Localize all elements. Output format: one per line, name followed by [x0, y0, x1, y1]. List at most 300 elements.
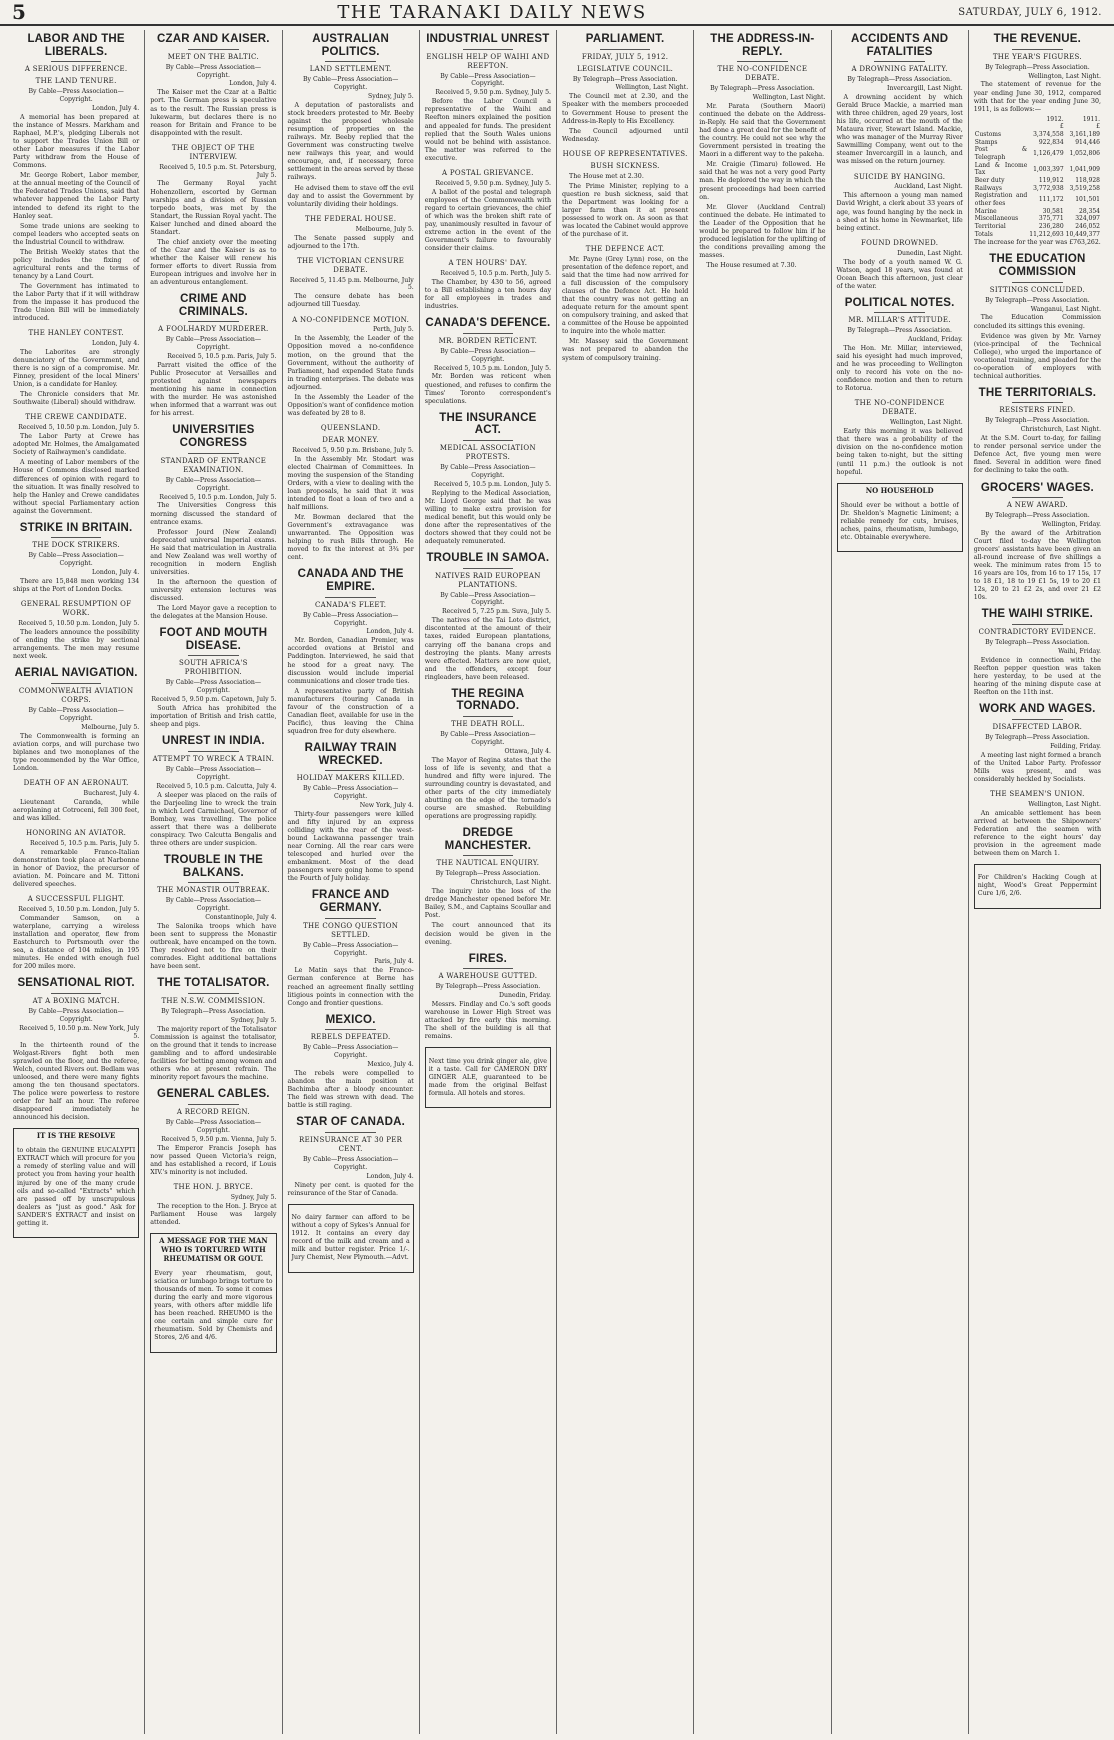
article-dateline: Dunedin, Friday. — [499, 992, 551, 1000]
article — [13, 829, 139, 889]
article-subheading: CONTRADICTORY EVIDENCE. — [978, 628, 1097, 637]
article-subheading: THE DOCK STRIKERS. — [32, 541, 120, 550]
article-heading: THE TOTALISATOR. — [157, 977, 270, 990]
article-paragraph: The Emperor Francis Joseph has now passed Queen Victoria's reign, and has established a record, if Louis XIV.'s minority is not included. — [150, 1144, 277, 1176]
columns — [8, 30, 1106, 1734]
revenue-cell: Marine — [974, 207, 997, 215]
article-subheading: A NEW AWARD. — [1006, 501, 1068, 510]
article-paragraph: The House met at 2.30. — [569, 172, 644, 180]
article — [974, 790, 1101, 858]
article-dateline: Constantinople, July 4. — [205, 914, 277, 922]
article-heading: THE INSURANCE ACT. — [439, 411, 537, 437]
article-dateline: London, July 4. — [229, 80, 277, 88]
article-dateline: Dunedin, Last Night. — [897, 249, 963, 257]
article-paragraph: Professor Jourd (New Zealand) deprecated universal Imperial exams. He said that matriculation in Australia and New Zealand was well worthy of recognition in modern English universities. — [150, 528, 277, 576]
article-subheading: DEATH OF AN AERONAUT. — [23, 778, 129, 787]
article — [288, 1116, 414, 1197]
article-subheading: THE CONGO QUESTION SETTLED. — [303, 921, 399, 939]
article-byline: By Cable—Press Association—Copyright. — [302, 611, 399, 627]
article-subheading: A SERIOUS DIFFERENCE. — [24, 65, 128, 74]
revenue-cell: Post & Telegraph — [974, 146, 1028, 162]
article-byline: By Cable—Press Association—Copyright. — [440, 463, 536, 479]
article-heading: POLITICAL NOTES. — [844, 296, 955, 309]
article-paragraph: An amicable settlement has been arrived at between the Shipowners' Federation and the seamen with reference to the eight hours' day provision in the agreement made between them on March 1. — [973, 809, 1101, 857]
article-paragraph: The Prime Minister, replying to a question re bush sickness, said that the Department was looking for a larger farm than it at present possessed to work on. As soon as that was located the Cabinet would approve of the purchase of it. — [562, 182, 689, 238]
article — [425, 317, 551, 406]
revenue-cell: 922,834 — [1038, 138, 1064, 146]
article-dateline: Received 5, 10.5 p.m. Paris, July 5. — [29, 839, 140, 847]
article-heading: ACCIDENTS AND FATALITIES — [850, 33, 949, 58]
article — [974, 482, 1101, 603]
article — [13, 779, 139, 823]
article-byline: By Cable—Press Association—Copyright. — [165, 897, 262, 913]
article-byline: By Cable—Press Association—Copyright. — [165, 1118, 262, 1134]
article-paragraph: South Africa has prohibited the importation of British and Irish cattle, sheep and pigs. — [150, 705, 277, 729]
article-paragraph: The Salonika troops which have been sent to suppress the Monastir outbreak, have encamped on the town. They resolved not to fire on their comrades. Eight additional battalions have been sent. — [150, 923, 277, 971]
article-paragraph: The body of a youth named W. G. Watson, aged 18 years, was found at Ocean Beach this afternoon, just clear of the water. — [836, 258, 963, 290]
article — [13, 413, 139, 515]
article-paragraph: Evidence was given by Mr. Varney (vice-principal of the Technical College), who urged the importance of vocational training, and pleaded for the co-operation of employers with technical authorities. — [973, 332, 1101, 380]
revenue-unit: £ — [1059, 123, 1064, 131]
ad-text: Should ever be without a bottle of Dr. Sheldon's Magnetic Liniment; a reliable remedy for cuts, bruises, aches, pains, rheumatism, lumbago, etc. Obtainable everywhere. — [840, 501, 959, 542]
article-dateline: Invercargill, Last Night. — [887, 85, 963, 93]
article-paragraph: The Chamber, by 430 to 56, agreed to a Bill establishing a ten hours day for all employees in trades and industries. — [424, 278, 551, 311]
article — [974, 253, 1101, 380]
article-dateline: Received 5, 10.5 p.m. London, July 5. — [433, 364, 551, 372]
article-paragraph: Replying to the Medical Association, Mr. Lloyd George said that he was willing to make extra provision for medical benefit, but this would only be done after the representatives of the doctors showed that they could not be adequately remunerated. — [424, 489, 551, 545]
article — [288, 257, 414, 310]
article-body — [288, 235, 414, 251]
article-dateline: London, July 4. — [92, 105, 140, 113]
ad-text: For Children's Hacking Cough at night, Wood's Great Peppermint Cure 1/6, 2/6. — [977, 874, 1097, 898]
article-paragraph: The reception to the Hon. J. Bryce at Parliament House was largely attended. — [150, 1202, 277, 1226]
article-dateline: New York, July 4. — [359, 802, 414, 810]
article — [837, 399, 963, 476]
article-dateline: Received 5, 11.45 p.m. Melbourne, July 5. — [289, 276, 414, 292]
article — [13, 329, 139, 407]
article — [150, 144, 276, 287]
article — [288, 742, 414, 883]
ad-text: to obtain the GENUINE EUCALYPTI EXTRACT which will procure for you a remedy of sterling value and will protect you from having your health injured by one of the many crude oils and so-called "Extracts" which are passed off by unscrupulous dealers as "just as good." Ask for SANDER'S EXTRACT and insist on getting it. — [17, 1147, 136, 1227]
heading-rule — [463, 568, 514, 569]
article-paragraph: Mr. Bowman declared that the Government's extravagance was unwarranted. The Opposition was helping to rush Bills through. He moved to fix the interest at 3¾ per cent. — [287, 514, 414, 562]
article — [837, 239, 963, 291]
article-byline: By Telegraph—Press Association. — [847, 76, 952, 84]
article-paragraph: A deputation of pastoralists and stock breeders protested to Mr. Beeby against the proposed wholesale resumption of properties on the railways. Mr. Beeby replied that the Government was constructing twelve new railways this year, and would encourage, and, if necessary, force settlement in the areas served by these railways. — [287, 102, 414, 182]
heading-rule — [325, 770, 376, 771]
heading-rule — [1012, 497, 1063, 498]
article — [13, 667, 139, 773]
article — [562, 150, 688, 239]
heading-rule — [188, 321, 239, 322]
article — [288, 215, 414, 251]
article-body — [288, 456, 414, 563]
heading-rule — [188, 1104, 239, 1105]
article-subheading: MEET ON THE BALTIC. — [167, 52, 259, 61]
revenue-header: 1912. — [1046, 115, 1064, 123]
revenue-row — [974, 146, 1101, 161]
article-body — [288, 293, 414, 309]
article-byline: By Telegraph—Press Association. — [985, 733, 1090, 741]
heading-rule — [51, 993, 102, 994]
article-paragraph: Evidence in connection with the Reefton pepper question was taken here yesterday, to be used at the hearing of the mining dispute case at Reefton on the 11th inst. — [973, 656, 1101, 697]
article-byline: By Telegraph—Press Association. — [985, 639, 1090, 647]
article — [699, 33, 825, 270]
article-dateline: Received 5, 9.50 p.m. Sydney, July 5. — [435, 89, 551, 97]
article-body — [425, 279, 551, 311]
article-paragraph: The Laborites are strongly denunciatory of the Government, and there is no sign of a compromise. Mr. Finney, president of the local Miners' Union, is a candidate for Hanley. — [13, 349, 140, 389]
heading-rule — [1012, 49, 1063, 50]
article-heading: TROUBLE IN SAMOA. — [426, 552, 550, 564]
article-dateline: Received 5, 9.50 p.m. Capetown, July 5. — [151, 696, 277, 704]
revenue-unit — [974, 123, 1029, 131]
article-body — [288, 637, 414, 736]
article-subheading: HOUSE OF REPRESENTATIVES. — [562, 149, 688, 158]
article-subheading: SITTINGS CONCLUDED. — [989, 285, 1086, 294]
article-heading: WORK AND WAGES. — [979, 703, 1096, 716]
article-body — [13, 433, 139, 515]
article-dateline: London, July 4. — [366, 1172, 414, 1180]
article-paragraph: The Mayor of Regina states that the loss of life is seventy, and that a hundred and fifty were injured. The surrounding country is devastated, and other parts of the city immediately abutting on the edge of the tornado's course are smashed. Rebuilding operations are progressing rapidly. — [424, 756, 551, 821]
article-byline: By Cable—Press Association—Copyright. — [28, 88, 124, 104]
article — [288, 33, 414, 209]
revenue-cell: Stamps — [974, 138, 998, 146]
article-paragraph: Mr. Glover (Auckland Central) continued the debate. He intimated to the Leader of the Opposition that he would be prepared to follow him if he produced legislation for the uplifting of the conditions prevailing among the masses. — [699, 203, 826, 259]
revenue-row — [974, 139, 1101, 147]
article-dateline: Received 5, 10.5 p.m. Paris, July 5. — [167, 353, 277, 361]
revenue-cell: 236,280 — [1038, 223, 1064, 231]
article — [150, 977, 276, 1082]
article-dateline: London, July 4. — [366, 628, 414, 636]
heading-rule — [188, 655, 239, 656]
article-heading: THE REGINA TORNADO. — [451, 687, 525, 713]
revenue-cell: 30,581 — [1042, 207, 1064, 215]
article-paragraph: A remarkable Franco-Italian demonstration took place at Narbonne in honor of Davioz, the precursor of aviation. M. Poincare and M. Tittoni delivered speeches. — [13, 848, 140, 888]
advertisement — [974, 864, 1101, 909]
article — [13, 600, 139, 661]
heading-rule — [188, 453, 239, 454]
article-body — [837, 259, 963, 291]
article-body — [288, 335, 414, 417]
article-subheading: THE YEAR'S FIGURES. — [992, 52, 1082, 61]
heading-rule — [1012, 624, 1063, 625]
article-byline: By Telegraph—Press Association. — [710, 85, 815, 93]
revenue-cell: Territorial — [974, 223, 1006, 231]
article-subheading: THE DEFENCE ACT. — [585, 244, 665, 253]
advertisement — [837, 483, 963, 553]
article-heading: THE WAIHI STRIKE. — [981, 608, 1094, 621]
article-subheading: THE FEDERAL HOUSE. — [304, 214, 397, 223]
article-dateline: Auckland, Friday. — [908, 336, 963, 344]
article-byline: By Telegraph—Press Association. — [572, 75, 678, 83]
article — [837, 33, 963, 167]
revenue-cell: Totals — [974, 230, 993, 238]
revenue-cell: Railways — [974, 184, 1003, 192]
revenue-header — [974, 116, 1029, 124]
heading-rule — [188, 993, 239, 994]
article-subheading: LEGISLATIVE COUNCIL. — [577, 64, 674, 73]
article-paragraph: In the afternoon the question of university extension lectures was discussed. — [150, 578, 277, 602]
article-dateline: Waihi, Friday. — [1058, 647, 1101, 655]
article-dateline: Bucharest, July 4. — [83, 789, 140, 797]
article-paragraph: A representative party of British manufacturers (touring Canada in favour of the construction of a Canadian fleet, available for use in the Pacific), thus leaving the China squadron free for duty elsewhere. — [287, 687, 414, 735]
article-subheading: THE MONASTIR OUTBREAK. — [156, 886, 270, 895]
article-dateline: Sydney, July 5. — [230, 1193, 277, 1201]
article-dateline: Mexico, July 4. — [367, 1061, 414, 1069]
article-byline: By Cable—Press Association—Copyright. — [165, 63, 262, 79]
revenue-cell: Customs — [974, 131, 1002, 138]
article-paragraph: The chief anxiety over the meeting of the Czar and the Kaiser is as to whether the Kaiser will renew his former efforts to divert Russia from European intrigues and involve her in an adventurous entanglement. — [150, 238, 277, 287]
article-dateline: Received 5, 10.5 p.m. London, July 5. — [159, 493, 277, 501]
article — [425, 953, 551, 1042]
article-subheading: NATIVES RAID EUROPEAN PLANTATIONS. — [435, 571, 541, 589]
article-dateline: Received 5, 10.5 p.m. London, July 5. — [433, 480, 551, 488]
article-subheading: CANADA'S FLEET. — [314, 600, 387, 609]
article-body — [974, 530, 1101, 602]
article-byline: By Telegraph—Press Association. — [435, 870, 541, 878]
article — [150, 854, 276, 971]
issue-date: SATURDAY, JULY 6, 1912. — [958, 6, 1102, 18]
article — [150, 33, 276, 138]
article-paragraph: The Lord Mayor gave a reception to the delegates at the Mansion House. — [150, 605, 277, 621]
article-subheading: STANDARD OF ENTRANCE EXAMINATION. — [160, 456, 267, 474]
article-subheading: DISAFFECTED LABOR. — [992, 722, 1083, 731]
advertisement — [425, 1047, 551, 1108]
article-heading: FRANCE AND GERMANY. — [311, 889, 390, 915]
revenue-row — [974, 223, 1101, 231]
ad-text: No dairy farmer can afford to be without a copy of Sykes's Annual for 1912. It contains an every day record of the milk and cream and a milk and butter register. Price 1/-. Jury Chemist, New Plymouth.—Advt. — [291, 1214, 410, 1262]
heading-rule — [874, 312, 925, 313]
article-subheading: A TEN HOURS' DAY. — [448, 259, 528, 267]
article-dateline: Melbourne, July 5. — [81, 723, 140, 731]
article-heading: STRIKE IN BRITAIN. — [19, 521, 133, 534]
article-dateline: Wellington, Last Night. — [752, 94, 826, 102]
article-paragraph: Le Matin says that the Franco-German conference at Berne has reached an agreement finally settling litigious points in connection with the Congo and frontier questions. — [287, 967, 414, 1007]
article-paragraph: A ballot of the postal and telegraph employees of the Commonwealth with regard to certain grievances, the chief of which was the broken shift rate of pay, unanimously resulted in favour of extreme action in the event of the Government's failure to favourably consider their claims. — [424, 188, 551, 252]
article-paragraph: The Hon. Mr. Millar, interviewed, said his eyesight had much improved, and he was proceeding to Wellington only to record his vote on the no-confidence motion and then to return to Rotorua. — [836, 345, 963, 393]
article-heading: AUSTRALIAN POLITICS. — [312, 33, 389, 58]
article-body — [13, 578, 139, 594]
article-paragraph: In the Assembly, the Leader of the Opposition moved a no-confidence motion, on the ground that the Government, without the authority of Parliament, had expended State funds in trading enterprises. The debate was adjourned. — [287, 335, 414, 391]
heading-rule — [325, 61, 376, 62]
newspaper-title: THE TARANAKI DAILY NEWS — [337, 1, 647, 23]
article-paragraph: Mr. George Robert, Labor member, at the annual meeting of the Council of the Federated Trades Unions, said that whatever happened the Labor Party intended to defend its right to the Hanley seat. — [13, 172, 140, 220]
article-byline: By Cable—Press Association—Copyright. — [440, 591, 536, 607]
article-subheading: A RECORD REIGN. — [176, 1107, 250, 1116]
article-body — [150, 1203, 276, 1227]
article-body — [974, 314, 1101, 380]
article-paragraph: The Chronicle considers that Mr. Southwaite (Liberal) should withdraw. — [13, 391, 140, 407]
heading-rule — [188, 882, 239, 883]
article-paragraph: Mr. Borden was reticent when questioned, and refuses to confirm the Times' Toronto correspondent's speculations. — [424, 373, 551, 405]
revenue-cell: 1,126,479 — [1033, 150, 1064, 158]
article-subheading: COMMONWEALTH AVIATION CORPS. — [18, 686, 134, 704]
heading-rule — [325, 918, 376, 919]
article-subheading: THE OBJECT OF THE INTERVIEW. — [171, 143, 255, 161]
article-paragraph: The Senate passed supply and adjourned to the 17th. — [287, 234, 414, 250]
heading-rule — [463, 855, 514, 856]
ad-title: A MESSAGE FOR THE MAN WHO IS TORTURED WITH RHEUMATISM OR GOUT. — [159, 1235, 268, 1263]
article-subheading: THE NO-CONFIDENCE DEBATE. — [717, 65, 808, 83]
ad-title: NO HOUSEHOLD — [865, 485, 934, 495]
article-subheading: AT A BOXING MATCH. — [32, 996, 120, 1005]
article-dateline: Feilding, Friday. — [1050, 742, 1101, 750]
heading-rule — [325, 1029, 376, 1030]
heading-rule — [600, 49, 651, 50]
ad-title: IT IS THE RESOLVE — [36, 1131, 116, 1141]
heading-rule — [463, 968, 514, 969]
article-dateline: Christchurch, Last Night. — [470, 879, 551, 887]
heading-rule — [1012, 719, 1063, 720]
article — [288, 424, 414, 562]
article-paragraph: The leaders announce the possibility of ending the strike by sectional arrangements. The men may resume next week. — [13, 629, 140, 661]
revenue-cell: 3,772,938 — [1033, 184, 1064, 192]
article-dateline: Received 5, 9.50 p.m. Sydney, July 5. — [435, 179, 551, 187]
article-subheading: FRIDAY, JULY 5, 1912. — [581, 52, 669, 61]
article-body — [150, 502, 276, 621]
article-body — [562, 256, 688, 363]
article — [425, 169, 551, 253]
revenue-cell: 118,928 — [1075, 177, 1100, 185]
article-body — [974, 81, 1101, 113]
revenue-cell: 3,519,258 — [1069, 184, 1100, 192]
article — [150, 627, 276, 729]
article-paragraph: Mr. Parata (Southern Maori) continued the debate on the Address-in-Reply. He said that the Government had done a great deal for the benefit of the country. He could not see why the Government persisted in treating the Maori in a different way to the pakeha. — [699, 103, 826, 159]
article-subheading: HONORING AN AVIATOR. — [26, 828, 127, 837]
article-body — [974, 657, 1101, 697]
revenue-cell: 3,161,189 — [1069, 131, 1100, 138]
article-subheading: THE CREWE CANDIDATE. — [25, 413, 127, 422]
article-paragraph: The rebels were compelled to abandon the main position at Bachimba after a bloody encounter. The field was strewn with dead. The battle is still raging. — [287, 1070, 414, 1110]
article-subheading: SOUTH AFRICA'S PROHIBITION. — [179, 659, 248, 677]
article-dateline: Sydney, July 5. — [230, 1016, 277, 1024]
column-8 — [969, 30, 1106, 1734]
article — [288, 1014, 414, 1111]
article — [837, 297, 963, 394]
article-dateline: Wellington, Friday. — [1041, 521, 1101, 529]
article — [425, 33, 551, 163]
article-heading: CANADA'S DEFENCE. — [425, 317, 551, 330]
article-body — [288, 967, 414, 1007]
article-dateline: Wellington, Last Night. — [890, 419, 963, 427]
article-subheading: THE HON. J. BRYCE. — [173, 1182, 254, 1191]
article — [425, 259, 551, 311]
article-paragraph: Commander Samson, on a waterplane, carrying a wireless installation and operator, flew from Eastchurch to Portsmouth over the sea, a distance of 104 miles, in 195 minutes. He ended with enough fuel for 200 miles more. — [13, 914, 140, 971]
heading-rule — [325, 597, 376, 598]
article-body — [150, 180, 276, 287]
article — [562, 33, 688, 144]
revenue-cell: 1,041,909 — [1069, 165, 1100, 173]
revenue-cell: Registration and other fees — [974, 192, 1028, 208]
article-heading: THE REVENUE. — [993, 33, 1082, 45]
revenue-row — [974, 162, 1101, 177]
article-paragraph: The Council adjourned until Wednesday. — [562, 127, 689, 143]
advertisement — [288, 1204, 414, 1273]
article-subheading: QUEENSLAND. — [320, 423, 381, 432]
revenue-cell: 324,097 — [1075, 215, 1100, 223]
article-paragraph: Mr. Borden, Canadian Premier, was accorded ovations at Bristol and Paddington. Interviewed, he said that he stood for a great navy. The discussion would include imperial communications and closer trade ties. — [287, 637, 414, 685]
article — [974, 387, 1101, 476]
revenue-cell: 3,374,558 — [1033, 131, 1064, 138]
revenue-table — [974, 116, 1101, 239]
ad-text: Next time you drink ginger ale, give it a taste. Call for CAMERON DRY GINGER ALE, guaranteed to be made from the original Belfast formula. All hotels and stores. — [428, 1057, 547, 1097]
article-body — [150, 89, 276, 137]
revenue-cell: Miscellaneous — [974, 215, 1019, 223]
article-dateline: Received 5, 10.50 p.m. London, July 5. — [18, 424, 140, 432]
article-paragraph: The statement of revenue for the year ending June 30, 1912, compared with that for the year ending June 30, 1911, is as follows:— — [973, 81, 1101, 113]
article-paragraph: The Government has intimated to the Labor Party that if it will withdraw from the impasse it has produced the Trade Union Bill will be immediately introduced. — [13, 282, 140, 323]
article-paragraph: In the Assembly the Leader of the Opposition's want of confidence motion was defeated by 28 to 8. — [287, 393, 414, 417]
article-paragraph: In the Assembly Mr. Stodart was elected Chairman of Committees. In moving the suspension of the Standing Orders, with a view to dealing with the loan proposals, he said that it was intended to float a loan of two and a half millions. — [287, 455, 414, 511]
article-body — [425, 490, 551, 546]
article — [562, 245, 688, 363]
article-body — [562, 173, 688, 239]
revenue-note: The increase for the year was £763,262. — [974, 239, 1101, 247]
article-dateline: Perth, July 5. — [373, 326, 414, 334]
article-dateline: Received 5, 9.50 p.m. Brisbane, July 5. — [292, 446, 414, 454]
article-dateline: Received 5, 10.5 p.m. St. Petersburg, July 5. — [159, 163, 277, 179]
article-body — [150, 1026, 276, 1082]
article-heading: TROUBLE IN THE BALKANS. — [163, 853, 264, 879]
article-paragraph: Early this morning it was believed that there was a probability of the division on the no-confidence motion being taken to-night, but the sitting (until 11 p.m.) the outlook is not hopeful. — [836, 428, 963, 476]
article-paragraph: The Labor Party at Crewe has adopted Mr. Holmes, the Amalgamated Society of Railwaymen's candidate. — [13, 433, 140, 457]
article-dateline: Sydney, July 5. — [367, 93, 414, 101]
article-subheading: THE SEAMEN'S UNION. — [990, 789, 1085, 798]
article-body — [150, 705, 276, 729]
article-paragraph: Before the Labor Council a representative of the Waihi and Reefton miners explained the position and appealed for funds. The president replied that the South Wales unions would not be behind with assistance. The matter was referred to the executive. — [424, 98, 551, 162]
article-paragraph: A memorial has been prepared at the instance of Messrs. Markham and Raphael, M.P.'s, pledging Liberals not to support the Trades Union Bill or other Labor measures if the Labor Party withdraw from the House of Commons. — [13, 114, 140, 170]
revenue-row — [974, 215, 1101, 223]
article-body — [13, 915, 139, 971]
article-heading: UNREST IN INDIA. — [161, 735, 265, 748]
article-dateline: Ottawa, July 4. — [504, 747, 551, 755]
article-paragraph: The Council met at 2.30, and the Speaker with the members proceeded to Government House to present the Address-in-Reply to His Excellency. — [562, 93, 689, 125]
article-subheading: SUICIDE BY HANGING. — [853, 172, 946, 181]
article-byline: By Cable—Press Association—Copyright. — [440, 730, 536, 746]
article-byline: By Cable—Press Association—Copyright. — [165, 336, 262, 352]
heading-rule — [1012, 402, 1063, 403]
article-byline: By Telegraph—Press Association. — [985, 512, 1090, 520]
article-paragraph: The court announced that its decision would be given in the evening. — [424, 922, 551, 946]
article-body — [562, 93, 688, 143]
article — [837, 173, 963, 233]
article — [150, 424, 276, 621]
article-subheading: BUSH SICKNESS. — [590, 161, 660, 170]
article-subheading: A WAREHOUSE GUTTED. — [438, 972, 538, 981]
article-byline: By Cable—Press Association—Copyright. — [440, 72, 536, 88]
article — [974, 608, 1101, 697]
article-dateline: Wellington, Last Night. — [615, 84, 689, 92]
article — [150, 1088, 276, 1177]
article-paragraph: A sleeper was placed on the rails of the Darjeeling line to wreck the train in which Lord Carmichael, Governor of Bombay, was travelling. The police assert that there was a deliberate conspiracy. Two Calcutta Bengalis and three others are under suspicion. — [150, 791, 277, 847]
revenue-cell: 375,771 — [1038, 215, 1064, 223]
column-2 — [145, 30, 282, 1734]
article-heading: UNIVERSITIES CONGRESS — [172, 424, 255, 450]
article-subheading: A NO-CONFIDENCE MOTION. — [292, 315, 410, 324]
article-body — [288, 1070, 414, 1110]
revenue-header: 1911. — [1082, 115, 1100, 123]
article-body — [425, 617, 551, 681]
article — [425, 827, 551, 946]
revenue-row — [974, 231, 1101, 239]
article-body — [425, 98, 551, 162]
article-byline: By Cable—Press Association—Copyright. — [302, 1155, 399, 1171]
article-paragraph: Ninety per cent. is quoted for the reinsurance of the Star of Canada. — [287, 1181, 414, 1197]
article-subheading: HOLIDAY MAKERS KILLED. — [296, 774, 405, 783]
article-dateline: Received 5, 10.5 p.m. Perth, July 5. — [440, 269, 551, 277]
heading-rule — [188, 49, 239, 50]
article-heading: FOOT AND MOUTH DISEASE. — [159, 627, 268, 652]
